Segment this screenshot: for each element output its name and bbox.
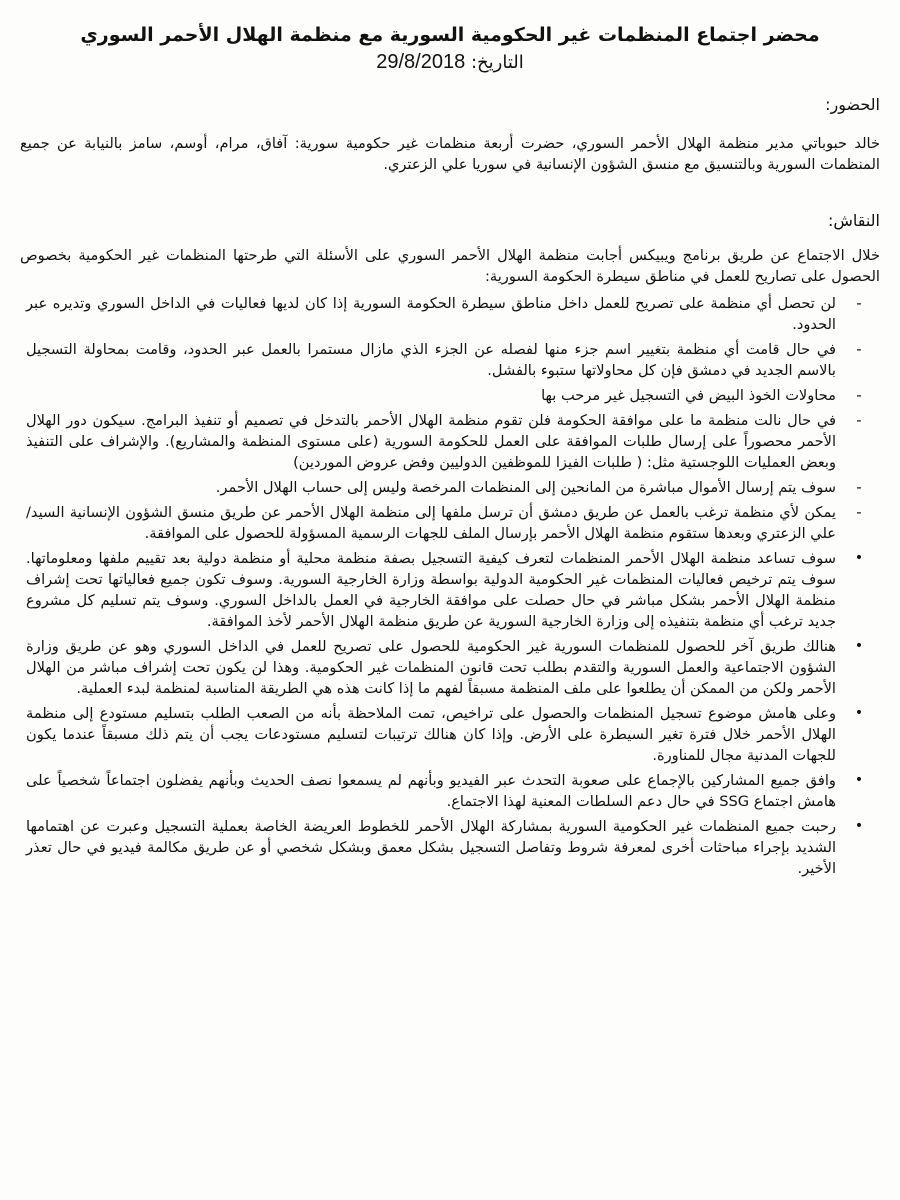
list-item: [20, 410, 880, 473]
attendance-text: خالد حبوباتي مدير منظمة الهلال الأحمر السوري، حضرت أربعة منظمات غير حكومية سورية: آفاق، مرام، أوسم، سامز بالنيابة عن جميع المنظمات السورية وبالتنسيق مع منسق الشؤون الإنسانية في سوريا علي الزعتري.: [20, 135, 880, 173]
list-item-text: لن تحصل أي منظمة على تصريح للعمل داخل مناطق سيطرة الحكومة السورية إذا كان لديها فعاليات في الداخل السوري وتديره عبر الحدود.: [26, 295, 836, 333]
list-item: [20, 636, 880, 699]
attendance-label: الحضور:: [825, 95, 880, 114]
dash-marker: [852, 293, 866, 314]
bullet-marker: [852, 816, 866, 837]
list-item-text: هنالك طريق آخر للحصول للمنظمات السورية غير الحكومية للحصول على تصريح للعمل في الداخل السوري وهو عن طريق وزارة الشؤون الاجتماعية والعمل السورية والتقدم بطلب تحت قانون المنظمات غير الحكومية. وهذا لن يكون تحت إشراف مباشر من الهلال الأحمر ولكن من الممكن أن يطلعوا على ملف المنظمة مسبقاً لفهم ما إذا كانت هذه هي الطريقة المناسبة لمنظمة لبدء العملية.: [26, 638, 836, 697]
list-item: [20, 385, 880, 406]
discussion-list: [20, 293, 880, 879]
bullet-marker: [852, 548, 866, 569]
discussion-label: النقاش:: [827, 211, 880, 230]
bullet-marker: [852, 703, 866, 724]
list-item-text: سوف يتم إرسال الأموال مباشرة من المانحين إلى المنظمات المرخصة وليس إلى حساب الهلال الأحمر.: [215, 479, 836, 496]
list-item-text: محاولات الخوذ البيض في التسجيل غير مرحب بها: [541, 387, 836, 404]
list-item: [20, 477, 880, 498]
document-title: محضر اجتماع المنظمات غير الحكومية السورية مع منظمة الهلال الأحمر السوري: [80, 24, 820, 46]
list-item-text: وعلى هامش موضوع تسجيل المنظمات والحصول على تراخيص، تمت الملاحظة بأنه من الصعب الطلب بتسليم مستودع إلى منظمة الهلال الأحمر خلال فترة تغير السيطرة على الأرض. وإذا كان هنالك ترتيبات لتسليم مستودعات يجب أن يتم ذلك مسبقاً عندما يكون للجهات المدنية مجال للمناورة.: [26, 705, 836, 764]
dash-marker: [852, 385, 866, 406]
list-item-text: وافق جميع المشاركين بالإجماع على صعوبة التحدث عبر الفيديو وبأنهم لم يسمعوا نصف الحديث وبأنهم يفضلون اجتماعاً شخصياً على هامش اجتماع SSG في حال دعم السلطات المعنية لهذا الاجتماع.: [26, 772, 836, 810]
list-item-text: رحبت جميع المنظمات غير الحكومية السورية بمشاركة الهلال الأحمر للخطوط العريضة الخاصة بعملية التسجيل وعبرت عن اهتمامها الشديد بإجراء مباحثات أخرى لمعرفة شروط وتفاصل التسجيل بشكل معمق وبشكل شخصي أو عن طريق مكالمة فيديو في حال تعذر الأخير.: [26, 818, 836, 877]
bullet-marker: [852, 636, 866, 657]
list-item-text: يمكن لأي منظمة ترغب بالعمل عن طريق دمشق أن ترسل ملفها إلى منظمة الهلال الأحمر عن طريق منسق الشؤون الإنسانية السيد/ علي الزعتري وبعدها ستقوم منظمة الهلال الأحمر بإرسال الملف للجهات الرسمية المسؤولة للحصول على الموافقة.: [26, 504, 836, 542]
bullet-marker: [852, 770, 866, 791]
list-item-text: سوف تساعد منظمة الهلال الأحمر المنظمات لتعرف كيفية التسجيل بصفة منظمة محلية أو منظمة دولية بعد تقييم ملفها ومعلوماتها. سوف يتم ترخيص فعاليات المنظمات غير الحكومية الدولية بواسطة وزارة الخارجية السورية. وسوف تكون جميع فعالياتها تحت إشراف منظمة الهلال الأحمر بشكل مباشر في حال حصلت على موافقة الخارجية في العمل بالداخل السوري. وسوف يتم تسليم كل مشروع جديد ترغب أي منظمة بتنفيذه إلى وزارة الخارجية السورية عن طريق منظمة الهلال الأحمر لأخذ الموافقة.: [26, 550, 836, 630]
dash-marker: [852, 502, 866, 523]
list-item-text: في حال نالت منظمة ما على موافقة الحكومة فلن تقوم منظمة الهلال الأحمر بالتدخل في تصميم أو تنفيذ البرامج. سيكون دور الهلال الأحمر محصوراً على إرسال طلبات الموافقة على العمل للحكومة السورية (على مستوى المنظمة والمشاريع). والإشراف على التنفيذ وبعض العمليات اللوجستية مثل: ( طلبات الفيزا للموظفين الدوليين وفض عروض الموردين): [26, 412, 836, 471]
list-item: [20, 502, 880, 544]
list-item: [20, 816, 880, 879]
list-item-text: في حال قامت أي منظمة بتغيير اسم جزء منها لفصله عن الجزء الذي مازال مستمرا بالعمل عبر الحدود، وقامت بمحاولة التسجيل بالاسم الجديد في دمشق فإن كل محاولاتها ستبوء بالفشل.: [26, 341, 836, 379]
dash-marker: [852, 410, 866, 431]
dash-marker: [852, 477, 866, 498]
discussion-intro: خلال الاجتماع عن طريق برنامج ويبيكس أجابت منظمة الهلال الأحمر السوري على الأسئلة التي طرحتها المنظمات غير الحكومية بخصوص الحصول على تصاريح للعمل في مناطق سيطرة الحكومة السورية:: [20, 247, 880, 285]
list-item: [20, 548, 880, 632]
list-item: [20, 770, 880, 812]
dash-marker: [852, 339, 866, 360]
list-item: [20, 703, 880, 766]
date-value: 29/8/2018: [376, 51, 466, 73]
list-item: [20, 339, 880, 381]
date-line: [20, 50, 880, 75]
list-item: [20, 293, 880, 335]
date-label: التاريخ:: [470, 52, 524, 73]
